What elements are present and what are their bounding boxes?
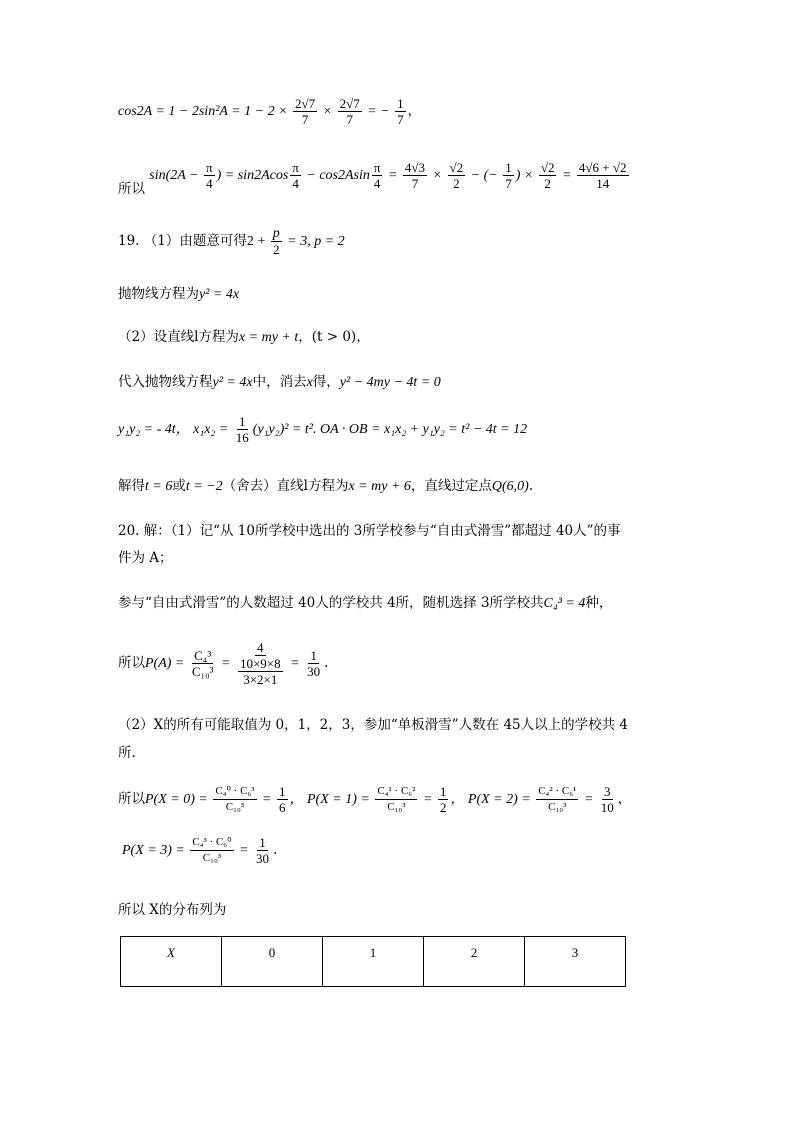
q19-parabola: 抛物线方程为y² = 4x <box>118 286 240 302</box>
table-cell: 0 <box>222 937 323 987</box>
q19-substitute: 代入抛物线方程y² = 4x中，消去x得，y² − 4my − 4t = 0 <box>118 374 441 390</box>
table-cell: 1 <box>323 937 424 987</box>
q20-line9: 所以 X的分布列为 <box>118 902 227 918</box>
q20-line2: 件为 A； <box>118 550 173 566</box>
math-text: cos2A = 1 − 2sin²A = 1 − 2 × <box>118 104 292 119</box>
q20-line5: （2）X的所有可能取值为 0，1，2，3，参加“单板滑雪”人数在 45人以上的学校共 4 <box>118 717 628 733</box>
q20-line6: 所. <box>118 745 136 761</box>
table-cell: 2 <box>424 937 525 987</box>
table-row <box>121 937 626 987</box>
table-cell: 3 <box>525 937 626 987</box>
q20-line3: 参与“自由式滑雪”的人数超过 40人的学校共 4所，随机选择 3所学校共C₄³ = 4种， <box>118 595 613 611</box>
table-cell: X <box>121 937 222 987</box>
q20-probabilities: 所以P(X = 0) = $\frac{\text{C₄⁰ · C₆³}}{\text{C₁₀³}}$ = $\frac{1}{6}$ ， P(X = 1) = $\frac{\text{C₄¹ · C₆²}}{\text{C₁₀³}}$ = $\frac{1}{2}$ ， P(X = 2) = $\frac{\text{C₄² · C₆¹}}{\text{C₁₀³}}$ = $\frac{3}{10}$ ， <box>118 784 632 815</box>
equation-sin: 所以 sin(2A − $\frac{\pi}{4}$ ) = sin2Acos $\frac{\pi}{4}$ − cos2Asin $\frac{\pi}{4}$ = $\frac{4√3}{7}$ × $\frac{√2}{2}$ − (− $\frac{1}{7}$ ) × $\frac{√2}{2}$ = $\frac{4√6 + √2}{14}$ <box>118 160 627 197</box>
q19-part1: 19. （1）由题意可得2 + $\frac{p}{2}$ = 3, p = 2 <box>118 226 345 257</box>
equation-cos2a: cos2A = 1 − 2sin²A = 1 − 2 × $\frac{2√7}{7}$ × $\frac{2√7}{7}$ = − $\frac{1}{7}$ ， <box>118 96 422 127</box>
text-suoyi: 所以 <box>118 181 145 197</box>
fraction: $\frac{2√7}{7}$ <box>295 96 316 127</box>
q20-line1: 20. 解：（1）记“从 10所学校中选出的 3所学校参与“自由式滑雪”都超过 40人”的事 <box>118 523 621 539</box>
q19-product: y₁y₂ = - 4t， x₁x₂ = $\frac{1}{16}$ (y₁y₂)² = t². OA · OB = x₁x₂ + y₁y₂ = t² − 4t = 12 <box>118 414 528 445</box>
q20-p3: P(X = 3) = $\frac{\text{C₄³ · C₆⁰}}{\text{C₁₀³}}$ = $\frac{1}{30}$ . <box>122 835 278 866</box>
q20-probability-a: 所以P(A) = $\frac{\text{C₄³}}{\text{C₁₀³}}$ = 4 10×9×8 3×2×1 = $\frac{1}{30}$ . <box>118 640 329 687</box>
fraction: $\frac{2√7}{7}$ <box>339 96 360 127</box>
fraction: $\frac{1}{7}$ <box>397 96 404 127</box>
distribution-table <box>120 936 626 987</box>
q19-part2: （2）设直线l方程为x = my + t，(t > 0)， <box>118 329 370 345</box>
q19-solution: 解得t = 6或t = −2（舍去）直线l方程为x = my + 6，直线过定点Q(6,0). <box>118 478 534 494</box>
